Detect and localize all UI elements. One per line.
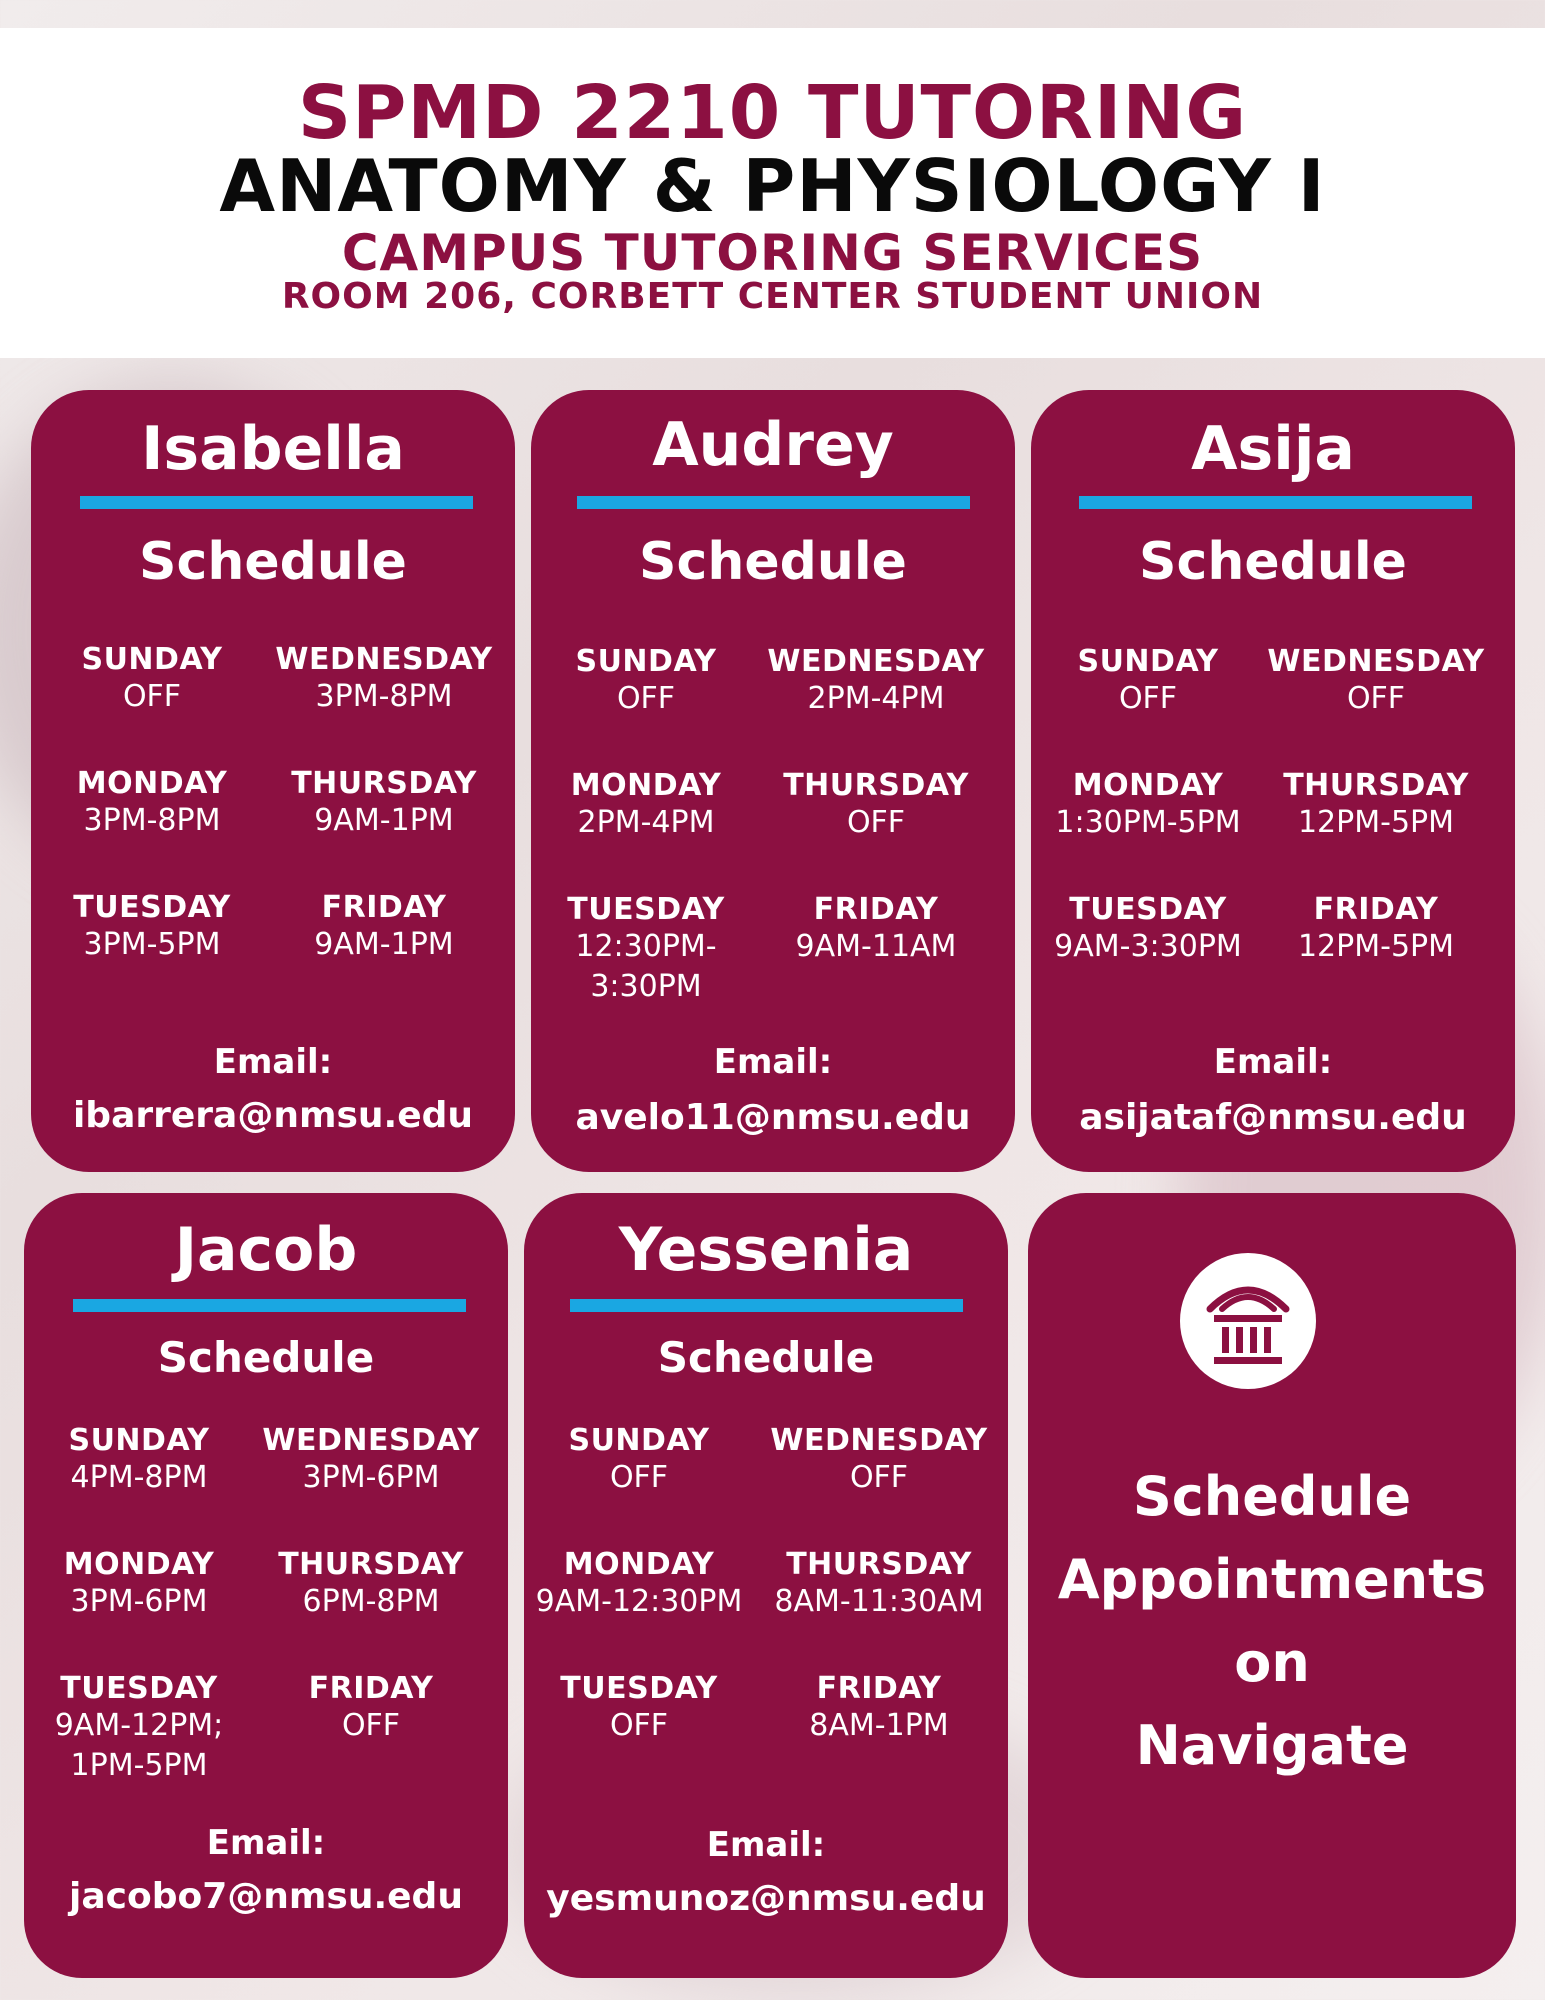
day-wednesday: WEDNESDAY OFF [770,1423,988,1495]
navigate-line3: on [1234,1631,1310,1694]
day-tuesday: TUESDAY 9AM-3:30PM [1054,892,1242,964]
header-banner [0,28,1545,358]
day-sunday: SUNDAY OFF [1077,644,1219,716]
day-tuesday: TUESDAY 3PM-5PM [73,890,231,962]
day-wednesday: WEDNESDAY 3PM-6PM [262,1423,480,1495]
email-address[interactable]: ibarrera@nmsu.edu [72,1095,474,1136]
email-label: Email: [213,1042,333,1082]
day-friday: FRIDAY 8AM-1PM [809,1671,949,1743]
day-friday: FRIDAY 9AM-1PM [314,890,454,962]
day-monday: MONDAY 3PM-8PM [76,766,228,838]
divider-bar [577,496,970,509]
email-label: Email: [706,1825,826,1865]
building-columns-icon [1180,1253,1316,1389]
email-label: Email: [713,1042,833,1082]
email-label: Email: [206,1823,326,1863]
email-address[interactable]: asijataf@nmsu.edu [1079,1097,1467,1138]
schedule-heading: Schedule [1139,532,1407,592]
day-friday: FRIDAY OFF [308,1671,434,1743]
navigate-line2: Appointments [1057,1548,1487,1611]
day-thursday: THURSDAY 6PM-8PM [278,1547,464,1619]
day-monday: MONDAY 2PM-4PM [570,768,722,840]
schedule-heading: Schedule [657,1333,875,1382]
course-subtitle: ANATOMY & PHYSIOLOGY I [219,144,1326,228]
location: ROOM 206, CORBETT CENTER STUDENT UNION [281,276,1264,317]
tutor-name: Yessenia [618,1215,914,1285]
day-tuesday: TUESDAY 9AM-12PM; 1PM-5PM [54,1671,224,1783]
day-monday: MONDAY 9AM-12:30PM [535,1547,743,1619]
day-tuesday: TUESDAY 12:30PM- 3:30PM [567,892,725,1004]
tutor-card-audrey [531,390,1015,1172]
email-address[interactable]: jacobo7@nmsu.edu [69,1876,463,1917]
day-friday: FRIDAY 12PM-5PM [1297,892,1455,964]
day-monday: MONDAY 3PM-6PM [63,1547,215,1619]
tutor-card-isabella [31,390,515,1172]
tutor-name: Isabella [141,414,405,484]
day-thursday: THURSDAY 8AM-11:30AM [774,1547,984,1619]
day-monday: MONDAY 1:30PM-5PM [1055,768,1241,840]
tutor-name: Asija [1191,414,1355,484]
email-label: Email: [1213,1042,1333,1082]
tutor-name: Audrey [652,410,894,480]
day-sunday: SUNDAY OFF [81,642,223,714]
divider-bar [1079,496,1472,509]
day-wednesday: WEDNESDAY 2PM-4PM [767,644,985,716]
day-sunday: SUNDAY OFF [568,1423,710,1495]
schedule-heading: Schedule [157,1333,375,1382]
divider-bar [73,1299,466,1312]
email-address[interactable]: yesmunoz@nmsu.edu [546,1878,986,1919]
navigate-line4: Navigate [1135,1714,1409,1777]
tutor-card-asija [1031,390,1515,1172]
divider-bar [80,496,473,509]
schedule-heading: Schedule [639,532,907,592]
day-wednesday: WEDNESDAY 3PM-8PM [275,642,493,714]
day-thursday: THURSDAY 9AM-1PM [291,766,477,838]
tutor-card-jacob [24,1193,508,1978]
divider-bar [570,1299,963,1312]
navigate-card[interactable] [1028,1193,1516,1978]
tutor-name: Jacob [174,1215,358,1285]
day-friday: FRIDAY 9AM-11AM [795,892,957,964]
day-wednesday: WEDNESDAY OFF [1267,644,1485,716]
day-sunday: SUNDAY 4PM-8PM [68,1423,210,1495]
service-name: CAMPUS TUTORING SERVICES [341,224,1204,282]
day-thursday: THURSDAY 12PM-5PM [1283,768,1469,840]
day-tuesday: TUESDAY OFF [560,1671,718,1743]
tutor-card-yessenia [524,1193,1008,1978]
schedule-heading: Schedule [139,532,407,592]
navigate-line1: Schedule [1132,1465,1412,1528]
email-address[interactable]: avelo11@nmsu.edu [575,1097,971,1138]
course-title: SPMD 2210 TUTORING [297,70,1248,156]
day-sunday: SUNDAY OFF [575,644,717,716]
day-thursday: THURSDAY OFF [783,768,969,840]
